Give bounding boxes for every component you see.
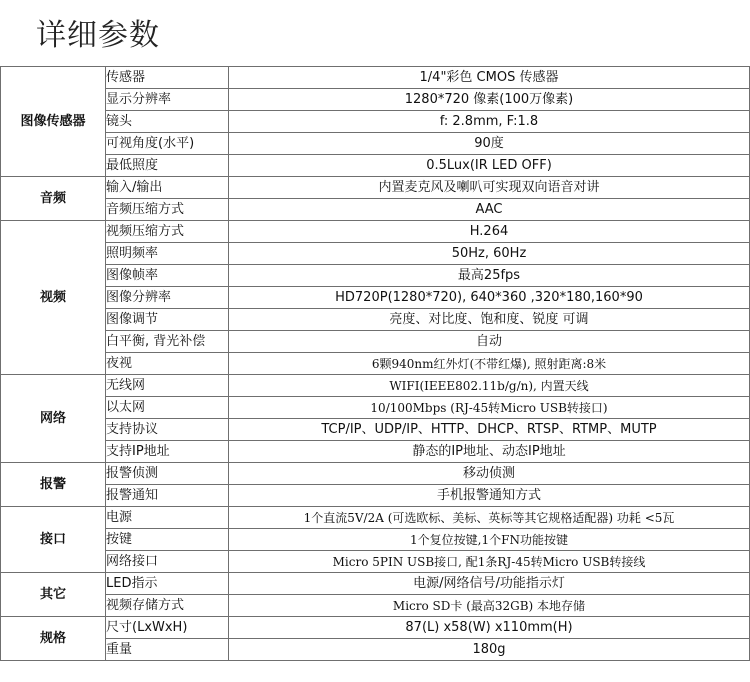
spec-row [1, 397, 750, 419]
param-value: HD720P(1280*720), 640*360 ,320*180,160*90 [229, 287, 750, 309]
spec-row [1, 221, 750, 243]
param-value: 6颗940nm红外灯(不带红爆), 照射距离:8米 [229, 353, 750, 375]
param-name: 音频压缩方式 [106, 199, 229, 221]
param-name: 夜视 [106, 353, 229, 375]
param-value: 移动侦测 [229, 463, 750, 485]
param-value: f: 2.8mm, F:1.8 [229, 111, 750, 133]
param-name: 传感器 [106, 67, 229, 89]
param-value: AAC [229, 199, 750, 221]
param-value: 1个复位按键,1个FN功能按键 [229, 529, 750, 551]
spec-row [1, 375, 750, 397]
spec-row [1, 573, 750, 595]
param-value: TCP/IP、UDP/IP、HTTP、DHCP、RTSP、RTMP、MUTP [229, 419, 750, 441]
category-label: 视频 [1, 221, 106, 375]
spec-row [1, 89, 750, 111]
param-name: 无线网 [106, 375, 229, 397]
param-name: 镜头 [106, 111, 229, 133]
spec-row [1, 67, 750, 89]
param-value: 10/100Mbps (RJ-45转Micro USB转接口) [229, 397, 750, 419]
param-name: 输入/输出 [106, 177, 229, 199]
category-label: 图像传感器 [1, 67, 106, 177]
param-name: 尺寸(LxWxH) [106, 617, 229, 639]
param-name: 图像帧率 [106, 265, 229, 287]
param-value: 电源/网络信号/功能指示灯 [229, 573, 750, 595]
spec-table-body [1, 67, 750, 661]
category-label: 报警 [1, 463, 106, 507]
param-name: 报警侦测 [106, 463, 229, 485]
param-value: H.264 [229, 221, 750, 243]
param-name: 以太网 [106, 397, 229, 419]
param-name: 支持IP地址 [106, 441, 229, 463]
param-value: 87(L) x58(W) x110mm(H) [229, 617, 750, 639]
param-name: 照明频率 [106, 243, 229, 265]
spec-row [1, 287, 750, 309]
param-name: 支持协议 [106, 419, 229, 441]
param-value: 0.5Lux(IR LED OFF) [229, 155, 750, 177]
param-value: 1280*720 像素(100万像素) [229, 89, 750, 111]
spec-row [1, 441, 750, 463]
param-name: 视频压缩方式 [106, 221, 229, 243]
param-value: Micro SD卡 (最高32GB) 本地存储 [229, 595, 750, 617]
param-name: 图像调节 [106, 309, 229, 331]
param-value: Micro 5PIN USB接口, 配1条RJ-45转Micro USB转接线 [229, 551, 750, 573]
param-name: 可视角度(水平) [106, 133, 229, 155]
param-name: 最低照度 [106, 155, 229, 177]
param-value: WIFI(IEEE802.11b/g/n), 内置天线 [229, 375, 750, 397]
spec-row [1, 551, 750, 573]
param-value: 内置麦克风及喇叭可实现双向语音对讲 [229, 177, 750, 199]
page-title: 详细参数 [36, 18, 160, 53]
param-value: 1个直流5V/2A (可选欧标、美标、英标等其它规格适配器) 功耗 <5瓦 [229, 507, 750, 529]
param-value: 最高25fps [229, 265, 750, 287]
category-label: 音频 [1, 177, 106, 221]
category-label: 规格 [1, 617, 106, 661]
param-name: 重量 [106, 639, 229, 661]
param-value: 亮度、对比度、饱和度、锐度 可调 [229, 309, 750, 331]
spec-row [1, 309, 750, 331]
param-value: 1/4"彩色 CMOS 传感器 [229, 67, 750, 89]
spec-row [1, 243, 750, 265]
spec-row [1, 463, 750, 485]
param-name: 电源 [106, 507, 229, 529]
spec-row [1, 155, 750, 177]
category-label: 其它 [1, 573, 106, 617]
spec-row [1, 595, 750, 617]
param-name: LED指示 [106, 573, 229, 595]
spec-row [1, 617, 750, 639]
spec-row [1, 265, 750, 287]
param-value: 静态的IP地址、动态IP地址 [229, 441, 750, 463]
category-label: 接口 [1, 507, 106, 573]
param-name: 图像分辨率 [106, 287, 229, 309]
spec-row [1, 419, 750, 441]
param-value: 手机报警通知方式 [229, 485, 750, 507]
spec-row [1, 485, 750, 507]
param-name: 白平衡, 背光补偿 [106, 331, 229, 353]
param-name: 按键 [106, 529, 229, 551]
spec-row [1, 639, 750, 661]
param-value: 50Hz, 60Hz [229, 243, 750, 265]
spec-row [1, 177, 750, 199]
category-label: 网络 [1, 375, 106, 463]
spec-row [1, 133, 750, 155]
param-value: 自动 [229, 331, 750, 353]
spec-row [1, 529, 750, 551]
spec-row [1, 507, 750, 529]
param-name: 显示分辨率 [106, 89, 229, 111]
spec-row [1, 111, 750, 133]
spec-row [1, 199, 750, 221]
param-value: 90度 [229, 133, 750, 155]
param-value: 180g [229, 639, 750, 661]
spec-row [1, 353, 750, 375]
spec-table [0, 66, 750, 661]
spec-row [1, 331, 750, 353]
param-name: 报警通知 [106, 485, 229, 507]
param-name: 视频存储方式 [106, 595, 229, 617]
param-name: 网络接口 [106, 551, 229, 573]
